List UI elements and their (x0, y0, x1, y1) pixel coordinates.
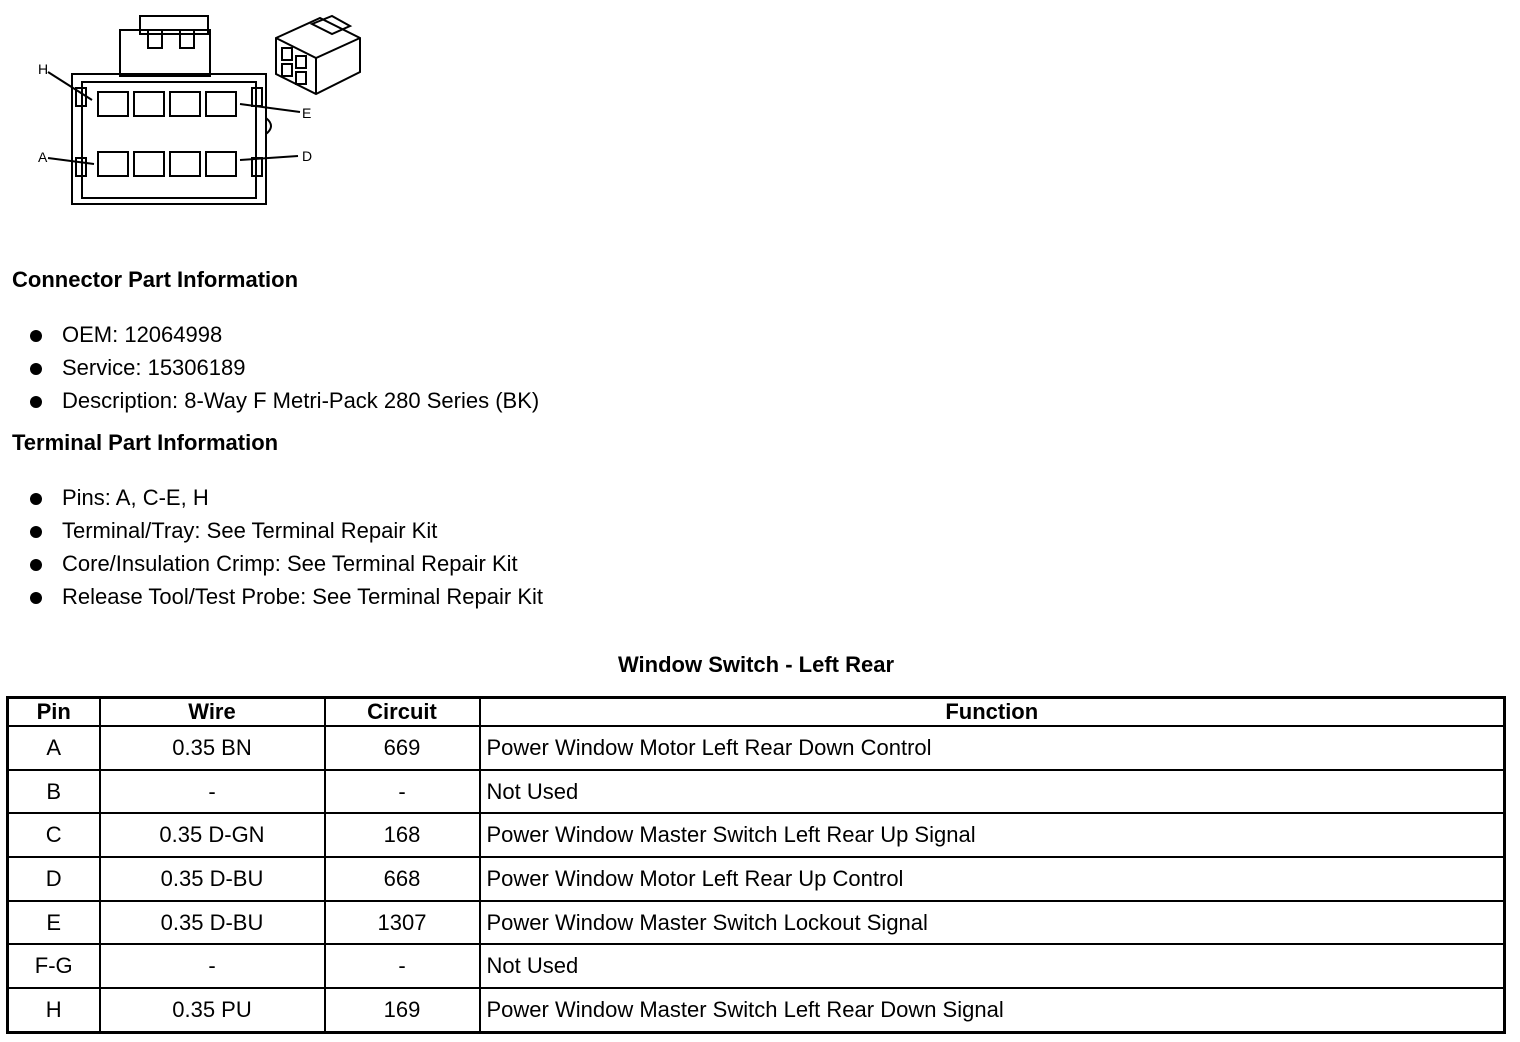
bullet-icon (30, 526, 42, 538)
cell-function: Power Window Master Switch Left Rear Up Signal (480, 813, 1505, 857)
cell-pin: E (8, 901, 100, 945)
cell-pin: C (8, 813, 100, 857)
list-item: OEM: 12064998 (30, 318, 539, 351)
bullet-icon (30, 559, 42, 571)
cell-pin: D (8, 857, 100, 901)
header-pin: Pin (8, 698, 100, 727)
cell-circuit: - (325, 770, 480, 814)
cell-wire: - (100, 944, 325, 988)
list-item: Terminal/Tray: See Terminal Repair Kit (30, 514, 543, 547)
bullet-icon (30, 592, 42, 604)
cell-wire: 0.35 PU (100, 988, 325, 1032)
cell-circuit: 1307 (325, 901, 480, 945)
table-row (8, 726, 1505, 770)
cell-function: Power Window Motor Left Rear Down Control (480, 726, 1505, 770)
pin-label-h: H (38, 61, 49, 77)
cell-pin: H (8, 988, 100, 1032)
cell-wire: 0.35 BN (100, 726, 325, 770)
cell-function: Power Window Master Switch Left Rear Down Signal (480, 988, 1505, 1032)
table-row (8, 944, 1505, 988)
cell-pin: B (8, 770, 100, 814)
cell-function: Not Used (480, 944, 1505, 988)
header-circuit: Circuit (325, 698, 480, 727)
table-row (8, 988, 1505, 1032)
header-function: Function (480, 698, 1505, 727)
header-wire: Wire (100, 698, 325, 727)
connector-diagram (20, 8, 380, 218)
list-item: Release Tool/Test Probe: See Terminal Repair Kit (30, 580, 543, 613)
pin-label-e: E (302, 105, 312, 121)
cell-circuit: 668 (325, 857, 480, 901)
table-row (8, 813, 1505, 857)
table-header-row (8, 698, 1505, 727)
cell-pin: F-G (8, 944, 100, 988)
list-item: Core/Insulation Crimp: See Terminal Repair Kit (30, 547, 543, 580)
cell-wire: 0.35 D-GN (100, 813, 325, 857)
table-title: Window Switch - Left Rear (617, 652, 895, 677)
list-item: Service: 15306189 (30, 351, 539, 384)
table-row (8, 770, 1505, 814)
cell-circuit: - (325, 944, 480, 988)
cell-wire: - (100, 770, 325, 814)
cell-pin: A (8, 726, 100, 770)
bullet-icon (30, 330, 42, 342)
bullet-icon (30, 493, 42, 505)
cell-circuit: 169 (325, 988, 480, 1032)
cell-circuit: 669 (325, 726, 480, 770)
connector-info-heading: Connector Part Information (12, 267, 299, 292)
pin-label-d: D (302, 148, 313, 164)
pin-label-a: A (38, 149, 48, 165)
table-row (8, 901, 1505, 945)
cell-wire: 0.35 D-BU (100, 857, 325, 901)
cell-function: Not Used (480, 770, 1505, 814)
terminal-info-list (30, 481, 543, 613)
cell-function: Power Window Master Switch Lockout Signal (480, 901, 1505, 945)
list-item: Pins: A, C-E, H (30, 481, 543, 514)
terminal-info-heading: Terminal Part Information (12, 430, 279, 455)
connector-info-list (30, 318, 539, 417)
bullet-icon (30, 396, 42, 408)
cell-circuit: 168 (325, 813, 480, 857)
list-item: Description: 8-Way F Metri-Pack 280 Series (BK) (30, 384, 539, 417)
pinout-table (6, 696, 1506, 1034)
table-row (8, 857, 1505, 901)
cell-wire: 0.35 D-BU (100, 901, 325, 945)
cell-function: Power Window Motor Left Rear Up Control (480, 857, 1505, 901)
bullet-icon (30, 363, 42, 375)
